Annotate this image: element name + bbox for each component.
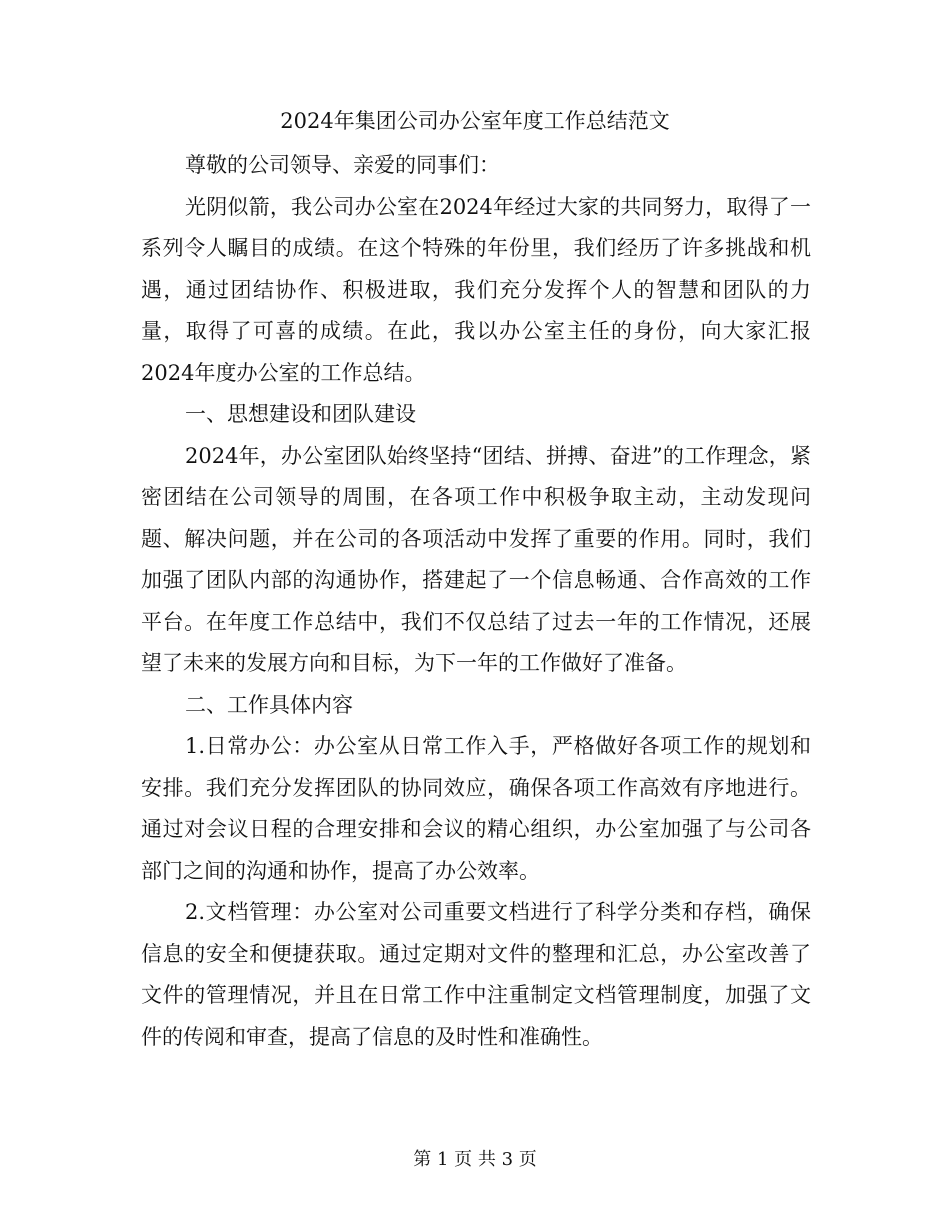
item-document-management: 2.文档管理：办公室对公司重要文档进行了科学分类和存档，确保信息的安全和便捷获取。通过定期对文件的整理和汇总，办公室改善了文件的管理情况，并且在日常工作中注重制定文档管理制度，加强了文件的传阅和审查，提高了信息的及时性和准确性。 — [141, 900, 811, 1049]
page-footer: 第 1 页 共 3 页 — [413, 1149, 537, 1170]
section-heading-1: 一、思想建设和团队建设 — [185, 402, 416, 426]
document-title: 2024年集团公司办公室年度工作总结范文 — [280, 109, 670, 133]
salutation: 尊敬的公司领导、亲爱的同事们： — [185, 153, 500, 177]
intro-paragraph: 光阴似箭，我公司办公室在2024年经过大家的共同努力，取得了一系列令人瞩目的成绩。在这个特殊的年份里，我们经历了许多挑战和机遇，通过团结协作、积极进取，我们充分发挥个人的智慧和团队的力量，取得了可喜的成绩。在此，我以办公室主任的身份，向大家汇报2024年度办公室的工作总结。 — [141, 194, 811, 385]
document-body — [141, 145, 811, 1058]
section-heading-2: 二、工作具体内容 — [185, 692, 353, 717]
section-1-paragraph: 2024年，办公室团队始终坚持“团结、拼搏、奋进”的工作理念，紧密团结在公司领导的周围，在各项工作中积极争取主动，主动发现问题、解决问题，并在公司的各项活动中发挥了重要的作用。同时，我们加强了团队内部的沟通协作，搭建起了一个信息畅通、合作高效的工作平台。在年度工作总结中，我们不仅总结了过去一年的工作情况，还展望了未来的发展方向和目标，为下一年的工作做好了准备。 — [141, 443, 811, 675]
item-daily-office: 1.日常办公：办公室从日常工作入手，严格做好各项工作的规划和安排。我们充分发挥团队的协同效应，确保各项工作高效有序地进行。通过对会议日程的合理安排和会议的精心组织，办公室加强了与公司各部门之间的沟通和协作，提高了办公效率。 — [141, 734, 811, 883]
